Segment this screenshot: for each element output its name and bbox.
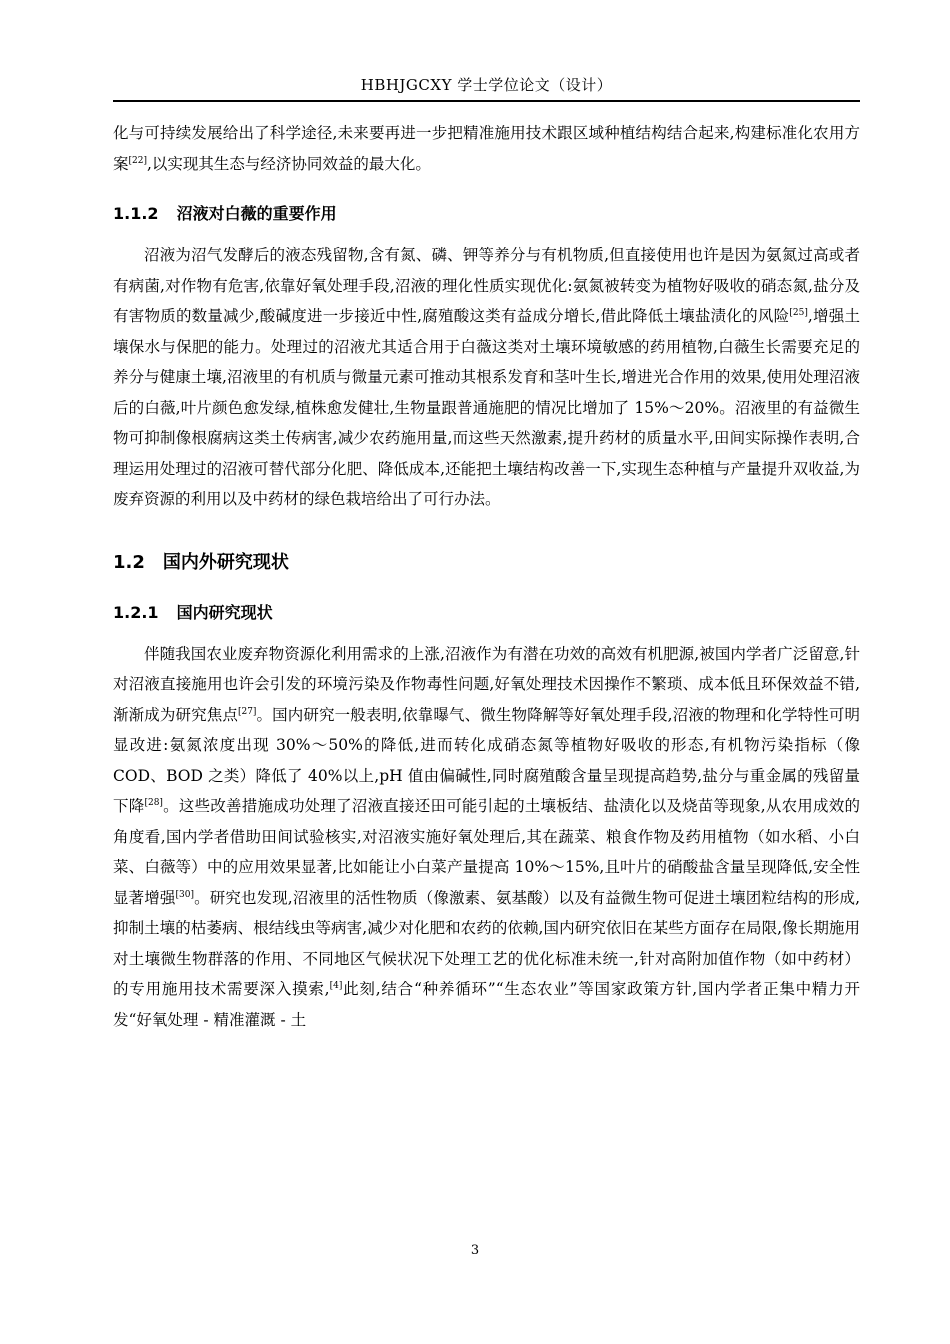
citation-25: [25] [789,308,808,318]
paragraph-text-1: 伴随我国农业废弃物资源化利用需求的上涨,沼液作为有潜在功效的高效有机肥源,被国内学者广泛留意,针对沼液直接施用也许会引发的环境污染及作物毒性问题,好氧处理技术因操作不繁琐、成本低且环保效益不错,渐渐成为研究焦点 [113,644,860,724]
paragraph-text-1: 沼液为沼气发酵后的液态残留物,含有氮、磷、钾等养分与有机物质,但直接使用也许是因为氨氮过高或者有病菌,对作物有危害,依靠好氧处理手段,沼液的理化性质实现优化:氨氮被转变为植物好吸收的硝态氮,盐分及有害物质的数量减少,酸碱度进一步接近中性,腐殖酸这类有益成分增长,借此降低土壤盐渍化的风险 [113,246,860,325]
header-rule [113,100,860,102]
section-number: 1.2 [113,551,145,573]
paragraph-domestic-research [113,639,860,1036]
running-header: HBHJGCXY 学士学位论文（设计） [360,76,613,94]
citation-30: [30] [175,889,194,900]
section-heading-1-2-1 [113,601,860,625]
section-title: 沼液对白薇的重要作用 [176,204,337,223]
paragraph-text-5: 此刻,结合“种养循环”“生态农业”等国家政策方针,国内学者正集中精力开发“好氧处理 - 精准灌溉 - 土 [113,980,860,1029]
section-title: 国内外研究现状 [162,551,289,573]
intro-text-2: ,以实现其生态与经济协同效益的最大化。 [147,154,431,173]
citation-27: [27] [237,706,257,717]
section-number: 1.2.1 [113,602,159,622]
citation-28: [28] [144,798,163,808]
citation-4: [4] [329,981,343,991]
section-heading-1-2 [113,550,860,576]
paragraph-text-4: 。研究也发现,沼液里的活性物质（像激素、氨基酸）以及有益微生物可促进土壤团粒结构的形成,抑制土壤的枯萎病、根结线虫等病害,减少对化肥和农药的依赖,国内研究依旧在某些方面存在局限,像长期施用对土壤微生物群落的作用、不同地区气候状况下处理工艺的优化标准未统一,针对高附加值作物（如中药材）的专用施用技术需要深入摸索, [113,888,860,998]
section-title: 国内研究现状 [176,602,273,622]
paragraph-text-2: ,增强土壤保水与保肥的能力。处理过的沼液尤其适合用于白薇这类对土壤环境敏感的药用植物,白薇生长需要充足的养分与健康土壤,沼液里的有机质与微量元素可推动其根系发育和茎叶生长,增进光合作用的效果,使用处理沼液后的白薇,叶片颜色愈发绿,植株愈发健壮,生物量跟普通施肥的情况比增加了 15%～20%。沼液里的有益微生物可抑制像根腐病这类土传病害,减少农药施用量,而这些天然激素,提升药材的质量水平,田间实际操作表明,合理运用处理过的沼液可替代部分化肥、降低成本,还能把土壤结构改善一下,实现生态种植与产量提升双收益,为废弃资源的利用以及中药材的绿色栽培给出了可行办法。 [113,307,860,508]
page-number: 3 [470,1243,480,1258]
paragraph-text-2: 。国内研究一般表明,依靠曝气、微生物降解等好氧处理手段,沼液的物理和化学特性可明显改进:氨氮浓度出现 30%～50%的降低,进而转化成硝态氮等植物好吸收的形态,有机物污染指标（像 COD、BOD 之类）降低了 40%以上,pH 值由偏碱性,同时腐殖酸含量呈现提高趋势,盐分与重金属的残留量下降 [113,705,860,815]
section-heading-1-1-2 [113,202,860,226]
paragraph-biogas-slurry-role [113,240,860,515]
page-body [113,118,860,1035]
citation-22: [22] [128,155,147,166]
section-number: 1.1.2 [113,204,159,223]
paragraph-text-3: 。这些改善措施成功处理了沼液直接还田可能引起的土壤板结、盐渍化以及烧苗等现象,从农用成效的角度看,国内学者借助田间试验核实,对沼液实施好氧处理后,其在蔬菜、粮食作物及药用植物（如水稻、小白菜、白薇等）中的应用效果显著,比如能让小白菜产量提高 10%～15%,且叶片的硝酸盐含量呈现降低,安全性显著增强 [113,797,860,907]
intro-paragraph [113,118,860,179]
intro-text-1: 化与可持续发展给出了科学途径,未来要再进一步把精准施用技术跟区域种植结构结合起来,构建标准化农用方案 [113,124,860,173]
